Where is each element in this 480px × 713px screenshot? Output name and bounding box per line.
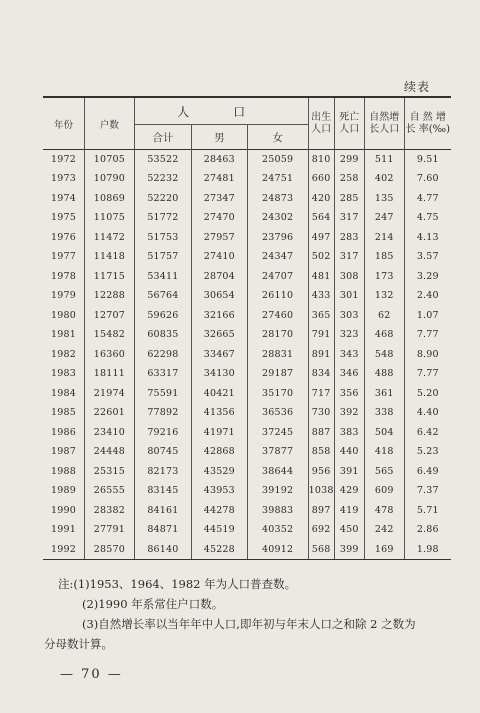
cell-natural-increase: 418 bbox=[364, 442, 404, 462]
cell-deaths: 283 bbox=[334, 228, 364, 248]
cell-total: 84161 bbox=[134, 501, 191, 521]
cell-deaths: 317 bbox=[334, 247, 364, 267]
continued-label: 续表 bbox=[404, 80, 431, 94]
header-male: 男 bbox=[192, 125, 247, 150]
cell-female: 24873 bbox=[247, 189, 308, 209]
cell-households: 28382 bbox=[84, 501, 134, 521]
header-rate: 自 然 增 长 率(‰) bbox=[404, 97, 451, 150]
cell-male: 33467 bbox=[192, 345, 247, 365]
cell-births: 502 bbox=[308, 247, 334, 267]
cell-natural-increase: 242 bbox=[364, 520, 404, 540]
table-row bbox=[43, 462, 451, 482]
header-total: 合计 bbox=[134, 125, 191, 150]
cell-female: 26110 bbox=[247, 286, 308, 306]
cell-natural-increase: 338 bbox=[364, 403, 404, 423]
cell-year: 1978 bbox=[43, 267, 84, 287]
cell-female: 28170 bbox=[247, 325, 308, 345]
cell-rate: 4.75 bbox=[404, 208, 451, 228]
cell-total: 56764 bbox=[134, 286, 191, 306]
header-births: 出生人口 bbox=[308, 97, 334, 150]
cell-rate: 7.37 bbox=[404, 481, 451, 501]
table-row bbox=[43, 150, 451, 170]
cell-year: 1982 bbox=[43, 345, 84, 365]
note-3: (3)自然增长率以当年年中人口,即年初与年末人口之和除 2 之数为 bbox=[82, 617, 416, 631]
table-row bbox=[43, 169, 451, 189]
cell-births: 481 bbox=[308, 267, 334, 287]
population-table bbox=[43, 96, 451, 560]
cell-year: 1973 bbox=[43, 169, 84, 189]
cell-year: 1992 bbox=[43, 540, 84, 560]
cell-female: 40912 bbox=[247, 540, 308, 560]
cell-total: 53522 bbox=[134, 150, 191, 170]
cell-male: 28704 bbox=[192, 267, 247, 287]
cell-rate: 3.57 bbox=[404, 247, 451, 267]
cell-year: 1986 bbox=[43, 423, 84, 443]
cell-female: 25059 bbox=[247, 150, 308, 170]
cell-total: 75591 bbox=[134, 384, 191, 404]
cell-deaths: 383 bbox=[334, 423, 364, 443]
notes bbox=[44, 574, 458, 654]
cell-male: 30654 bbox=[192, 286, 247, 306]
cell-natural-increase: 468 bbox=[364, 325, 404, 345]
cell-year: 1989 bbox=[43, 481, 84, 501]
cell-rate: 7.77 bbox=[404, 325, 451, 345]
table-row bbox=[43, 267, 451, 287]
cell-year: 1974 bbox=[43, 189, 84, 209]
cell-rate: 6.42 bbox=[404, 423, 451, 443]
table-row bbox=[43, 520, 451, 540]
cell-natural-increase: 173 bbox=[364, 267, 404, 287]
table-row bbox=[43, 384, 451, 404]
cell-total: 59626 bbox=[134, 306, 191, 326]
cell-male: 34130 bbox=[192, 364, 247, 384]
cell-male: 40421 bbox=[192, 384, 247, 404]
cell-total: 80745 bbox=[134, 442, 191, 462]
cell-total: 52220 bbox=[134, 189, 191, 209]
cell-births: 891 bbox=[308, 345, 334, 365]
cell-rate: 6.49 bbox=[404, 462, 451, 482]
cell-households: 15482 bbox=[84, 325, 134, 345]
cell-male: 44519 bbox=[192, 520, 247, 540]
cell-deaths: 440 bbox=[334, 442, 364, 462]
cell-deaths: 356 bbox=[334, 384, 364, 404]
cell-households: 12288 bbox=[84, 286, 134, 306]
cell-deaths: 258 bbox=[334, 169, 364, 189]
cell-natural-increase: 402 bbox=[364, 169, 404, 189]
cell-female: 35170 bbox=[247, 384, 308, 404]
cell-female: 37245 bbox=[247, 423, 308, 443]
cell-female: 27460 bbox=[247, 306, 308, 326]
table-row bbox=[43, 228, 451, 248]
cell-female: 40352 bbox=[247, 520, 308, 540]
cell-year: 1972 bbox=[43, 150, 84, 170]
cell-households: 11472 bbox=[84, 228, 134, 248]
cell-births: 730 bbox=[308, 403, 334, 423]
page-number: — 70 — bbox=[60, 667, 123, 682]
cell-births: 692 bbox=[308, 520, 334, 540]
cell-births: 1038 bbox=[308, 481, 334, 501]
cell-female: 29187 bbox=[247, 364, 308, 384]
cell-households: 24448 bbox=[84, 442, 134, 462]
cell-female: 24347 bbox=[247, 247, 308, 267]
cell-natural-increase: 548 bbox=[364, 345, 404, 365]
table-row bbox=[43, 403, 451, 423]
cell-rate: 7.77 bbox=[404, 364, 451, 384]
cell-rate: 5.23 bbox=[404, 442, 451, 462]
cell-households: 21974 bbox=[84, 384, 134, 404]
cell-rate: 4.77 bbox=[404, 189, 451, 209]
table-row bbox=[43, 306, 451, 326]
cell-natural-increase: 169 bbox=[364, 540, 404, 560]
cell-households: 26555 bbox=[84, 481, 134, 501]
cell-deaths: 303 bbox=[334, 306, 364, 326]
cell-natural-increase: 132 bbox=[364, 286, 404, 306]
cell-total: 86140 bbox=[134, 540, 191, 560]
cell-households: 18111 bbox=[84, 364, 134, 384]
note-2: (2)1990 年系常住户口数。 bbox=[82, 597, 224, 611]
cell-births: 810 bbox=[308, 150, 334, 170]
cell-male: 27957 bbox=[192, 228, 247, 248]
cell-total: 63317 bbox=[134, 364, 191, 384]
cell-rate: 4.13 bbox=[404, 228, 451, 248]
cell-male: 27470 bbox=[192, 208, 247, 228]
cell-total: 79216 bbox=[134, 423, 191, 443]
cell-male: 41356 bbox=[192, 403, 247, 423]
cell-births: 887 bbox=[308, 423, 334, 443]
cell-households: 25315 bbox=[84, 462, 134, 482]
cell-male: 27410 bbox=[192, 247, 247, 267]
cell-male: 41971 bbox=[192, 423, 247, 443]
cell-male: 44278 bbox=[192, 501, 247, 521]
cell-male: 32665 bbox=[192, 325, 247, 345]
cell-total: 60835 bbox=[134, 325, 191, 345]
header-population: 人 口 bbox=[134, 97, 308, 125]
header-households: 户数 bbox=[84, 97, 134, 150]
cell-female: 36536 bbox=[247, 403, 308, 423]
cell-deaths: 323 bbox=[334, 325, 364, 345]
cell-female: 24302 bbox=[247, 208, 308, 228]
cell-total: 51772 bbox=[134, 208, 191, 228]
cell-female: 24751 bbox=[247, 169, 308, 189]
cell-natural-increase: 565 bbox=[364, 462, 404, 482]
cell-births: 717 bbox=[308, 384, 334, 404]
cell-male: 43953 bbox=[192, 481, 247, 501]
cell-female: 24707 bbox=[247, 267, 308, 287]
cell-rate: 4.40 bbox=[404, 403, 451, 423]
cell-natural-increase: 511 bbox=[364, 150, 404, 170]
cell-births: 420 bbox=[308, 189, 334, 209]
cell-rate: 1.98 bbox=[404, 540, 451, 560]
cell-rate: 3.29 bbox=[404, 267, 451, 287]
cell-year: 1975 bbox=[43, 208, 84, 228]
table-row bbox=[43, 501, 451, 521]
cell-year: 1991 bbox=[43, 520, 84, 540]
cell-deaths: 419 bbox=[334, 501, 364, 521]
cell-rate: 7.60 bbox=[404, 169, 451, 189]
cell-year: 1981 bbox=[43, 325, 84, 345]
table-row bbox=[43, 247, 451, 267]
cell-births: 433 bbox=[308, 286, 334, 306]
cell-female: 37877 bbox=[247, 442, 308, 462]
cell-households: 10869 bbox=[84, 189, 134, 209]
cell-natural-increase: 62 bbox=[364, 306, 404, 326]
cell-households: 22601 bbox=[84, 403, 134, 423]
table-row bbox=[43, 364, 451, 384]
header-female: 女 bbox=[247, 125, 308, 150]
cell-deaths: 301 bbox=[334, 286, 364, 306]
cell-rate: 8.90 bbox=[404, 345, 451, 365]
cell-year: 1976 bbox=[43, 228, 84, 248]
cell-deaths: 429 bbox=[334, 481, 364, 501]
cell-total: 84871 bbox=[134, 520, 191, 540]
cell-year: 1980 bbox=[43, 306, 84, 326]
cell-households: 27791 bbox=[84, 520, 134, 540]
cell-households: 11075 bbox=[84, 208, 134, 228]
cell-year: 1985 bbox=[43, 403, 84, 423]
cell-rate: 2.86 bbox=[404, 520, 451, 540]
cell-year: 1977 bbox=[43, 247, 84, 267]
cell-households: 16360 bbox=[84, 345, 134, 365]
cell-year: 1984 bbox=[43, 384, 84, 404]
header-deaths: 死亡人口 bbox=[334, 97, 364, 150]
cell-total: 83145 bbox=[134, 481, 191, 501]
cell-deaths: 392 bbox=[334, 403, 364, 423]
cell-households: 11715 bbox=[84, 267, 134, 287]
cell-male: 43529 bbox=[192, 462, 247, 482]
cell-total: 51753 bbox=[134, 228, 191, 248]
cell-year: 1987 bbox=[43, 442, 84, 462]
cell-total: 82173 bbox=[134, 462, 191, 482]
cell-households: 12707 bbox=[84, 306, 134, 326]
cell-households: 10705 bbox=[84, 150, 134, 170]
cell-male: 42868 bbox=[192, 442, 247, 462]
table-row bbox=[43, 208, 451, 228]
cell-rate: 1.07 bbox=[404, 306, 451, 326]
cell-female: 38644 bbox=[247, 462, 308, 482]
cell-year: 1979 bbox=[43, 286, 84, 306]
cell-deaths: 343 bbox=[334, 345, 364, 365]
cell-total: 77892 bbox=[134, 403, 191, 423]
cell-households: 10790 bbox=[84, 169, 134, 189]
cell-births: 834 bbox=[308, 364, 334, 384]
cell-births: 568 bbox=[308, 540, 334, 560]
note-1: 注:(1)1953、1964、1982 年为人口普查数。 bbox=[58, 577, 297, 591]
cell-births: 564 bbox=[308, 208, 334, 228]
cell-natural-increase: 135 bbox=[364, 189, 404, 209]
cell-female: 39883 bbox=[247, 501, 308, 521]
cell-households: 11418 bbox=[84, 247, 134, 267]
cell-deaths: 299 bbox=[334, 150, 364, 170]
table-row bbox=[43, 345, 451, 365]
cell-households: 23410 bbox=[84, 423, 134, 443]
header-year: 年份 bbox=[43, 97, 84, 150]
cell-deaths: 450 bbox=[334, 520, 364, 540]
table-row bbox=[43, 481, 451, 501]
cell-deaths: 317 bbox=[334, 208, 364, 228]
note-3-continued: 分母数计算。 bbox=[44, 637, 113, 651]
cell-rate: 5.71 bbox=[404, 501, 451, 521]
cell-year: 1983 bbox=[43, 364, 84, 384]
table-row bbox=[43, 442, 451, 462]
cell-deaths: 346 bbox=[334, 364, 364, 384]
table-row bbox=[43, 286, 451, 306]
cell-births: 897 bbox=[308, 501, 334, 521]
header-natural-increase: 自然增长人口 bbox=[364, 97, 404, 150]
cell-households: 28570 bbox=[84, 540, 134, 560]
cell-rate: 9.51 bbox=[404, 150, 451, 170]
table-row bbox=[43, 540, 451, 560]
cell-natural-increase: 247 bbox=[364, 208, 404, 228]
cell-total: 52232 bbox=[134, 169, 191, 189]
cell-natural-increase: 504 bbox=[364, 423, 404, 443]
cell-year: 1990 bbox=[43, 501, 84, 521]
cell-deaths: 399 bbox=[334, 540, 364, 560]
cell-male: 32166 bbox=[192, 306, 247, 326]
table-row bbox=[43, 325, 451, 345]
cell-natural-increase: 214 bbox=[364, 228, 404, 248]
cell-male: 27347 bbox=[192, 189, 247, 209]
cell-female: 23796 bbox=[247, 228, 308, 248]
cell-deaths: 285 bbox=[334, 189, 364, 209]
cell-natural-increase: 361 bbox=[364, 384, 404, 404]
cell-births: 956 bbox=[308, 462, 334, 482]
cell-natural-increase: 609 bbox=[364, 481, 404, 501]
cell-natural-increase: 478 bbox=[364, 501, 404, 521]
table-row bbox=[43, 189, 451, 209]
cell-male: 45228 bbox=[192, 540, 247, 560]
cell-births: 791 bbox=[308, 325, 334, 345]
cell-total: 53411 bbox=[134, 267, 191, 287]
cell-natural-increase: 185 bbox=[364, 247, 404, 267]
cell-year: 1988 bbox=[43, 462, 84, 482]
cell-births: 660 bbox=[308, 169, 334, 189]
cell-rate: 5.20 bbox=[404, 384, 451, 404]
cell-births: 497 bbox=[308, 228, 334, 248]
cell-natural-increase: 488 bbox=[364, 364, 404, 384]
cell-births: 365 bbox=[308, 306, 334, 326]
table-row bbox=[43, 423, 451, 443]
cell-male: 27481 bbox=[192, 169, 247, 189]
cell-female: 39192 bbox=[247, 481, 308, 501]
cell-total: 51757 bbox=[134, 247, 191, 267]
cell-total: 62298 bbox=[134, 345, 191, 365]
cell-deaths: 391 bbox=[334, 462, 364, 482]
cell-female: 28831 bbox=[247, 345, 308, 365]
cell-deaths: 308 bbox=[334, 267, 364, 287]
cell-births: 858 bbox=[308, 442, 334, 462]
cell-male: 28463 bbox=[192, 150, 247, 170]
cell-rate: 2.40 bbox=[404, 286, 451, 306]
